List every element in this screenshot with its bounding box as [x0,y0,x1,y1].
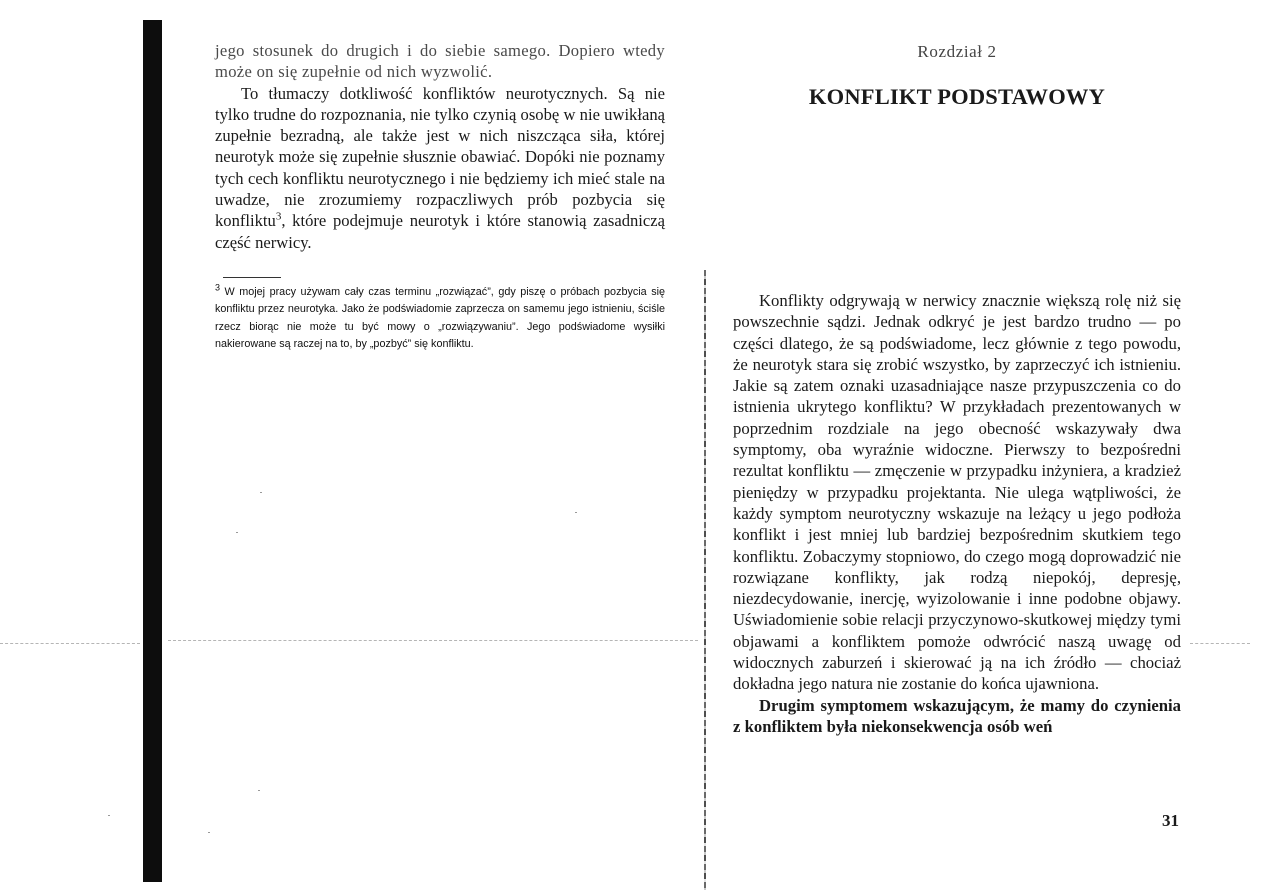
chapter-title: KONFLIKT PODSTAWOWY [808,84,1106,109]
scan-artifact-line [0,643,140,645]
book-spine-shadow [143,20,162,882]
right-paragraph: Konflikty odgrywają w nerwicy znacznie większą rolę niż się powszechnie sądzi. Jednak odkryć je jest bardzo trudno — po części dlatego, że są podświadome, lecz głównie z tego powodu, że neurotyk stara się zrobić wszystko, by zaprzeczyć ich istnieniu. Jakie są zatem oznaki uzasadniające nasze przypuszczenia co do istnienia ukrytego konfliktu? W przykładach prezentowanych w poprzednim rozdziale na jego obecność wskazywały dwa symptomy, oba wyraźnie widoczne. Pierwszy to bezpośredni rezultat konfliktu — zmęczenie w przypadku inżyniera, a kradzież pieniędzy w przypadku projektanta. Nie ulega wątpliwości, że każdy symptom neurotyczny wskazuje na leżący u jego podłoża konflikt i jest mniej lub bardziej bezpośrednim skutkiem tego konfliktu. Zobaczymy stopniowo, do czego mogą doprowadzić nie rozwiązane konflikty, jak rodzą niepokój, depresję, niezdecydowanie, inercję, wyizolowanie i inne podobne objawy. Uświadomienie sobie relacji przyczynowo-skutkowej między tymi objawami a konfliktem pomoże odwrócić naszą uwagę od widocznych zaburzeń i skierować ją na ich źródło — chociaż dokładna jego natura nie zostanie do końca ujawniona. [733,291,1181,694]
scan-speck [575,512,577,513]
left-page [215,40,665,354]
scan-artifact-line [1190,643,1250,645]
footnote-number: 3 [215,282,221,293]
left-page-body [215,40,665,253]
footnote-text: W mojej pracy używam cały czas terminu „rozwiązać”, gdy piszę o próbach pozbycia się konfliktu przez neurotyka. Jako że podświadomie zaprzecza on samemu jego istnieniu, ściśle rzecz biorąc nie może tu być mowy o „rozwiązywaniu”. Jego podświadome wysiłki nakierowane są raczej na to, by „pozbyć” się konfliktu. [215,285,665,351]
chapter-label: Rozdział 2 [917,42,997,61]
scan-speck [258,790,260,791]
footnote-rule [223,277,281,278]
left-paragraph-text: To tłumaczy dotkliwość konfliktów neurotycznych. Są nie tylko trudne do rozpoznania, nie tylko czynią osobę w nie uwikłaną zupełnie bezradną, ale także jest w nich niszcząca siła, której neurotyk może się zupełnie słusznie obawiać. Dopóki nie poznamy tych cech konfliktu neurotycznego i nie będziemy ich mieć stale na uwadze, nie zrozumiemy rozpaczliwych prób pozbycia się konfliktu [215,83,665,231]
scan-speck [208,832,210,833]
right-page-body [733,290,1181,737]
left-paragraph [215,83,665,253]
footnote-reference: 3 [275,210,282,223]
scan-speck [108,815,110,816]
scan-speck [236,532,238,533]
scan-speck [260,492,262,493]
footnote [215,284,665,354]
left-paragraph: jego stosunek do drugich i do siebie samego. Dopiero wtedy może on się zupełnie od nich wyzwolić. [215,41,665,82]
right-paragraph: Drugim symptomem wskazującym, że mamy do czynienia z konfliktem była niekonsekwencja osób weń [733,695,1181,736]
left-paragraph-tail: , które podejmuje neurotyk i które stanowią zasadniczą część nerwicy. [215,211,665,252]
scan-artifact-line [168,640,698,642]
page-number: 31 [1162,811,1179,830]
page-gutter [704,270,706,890]
